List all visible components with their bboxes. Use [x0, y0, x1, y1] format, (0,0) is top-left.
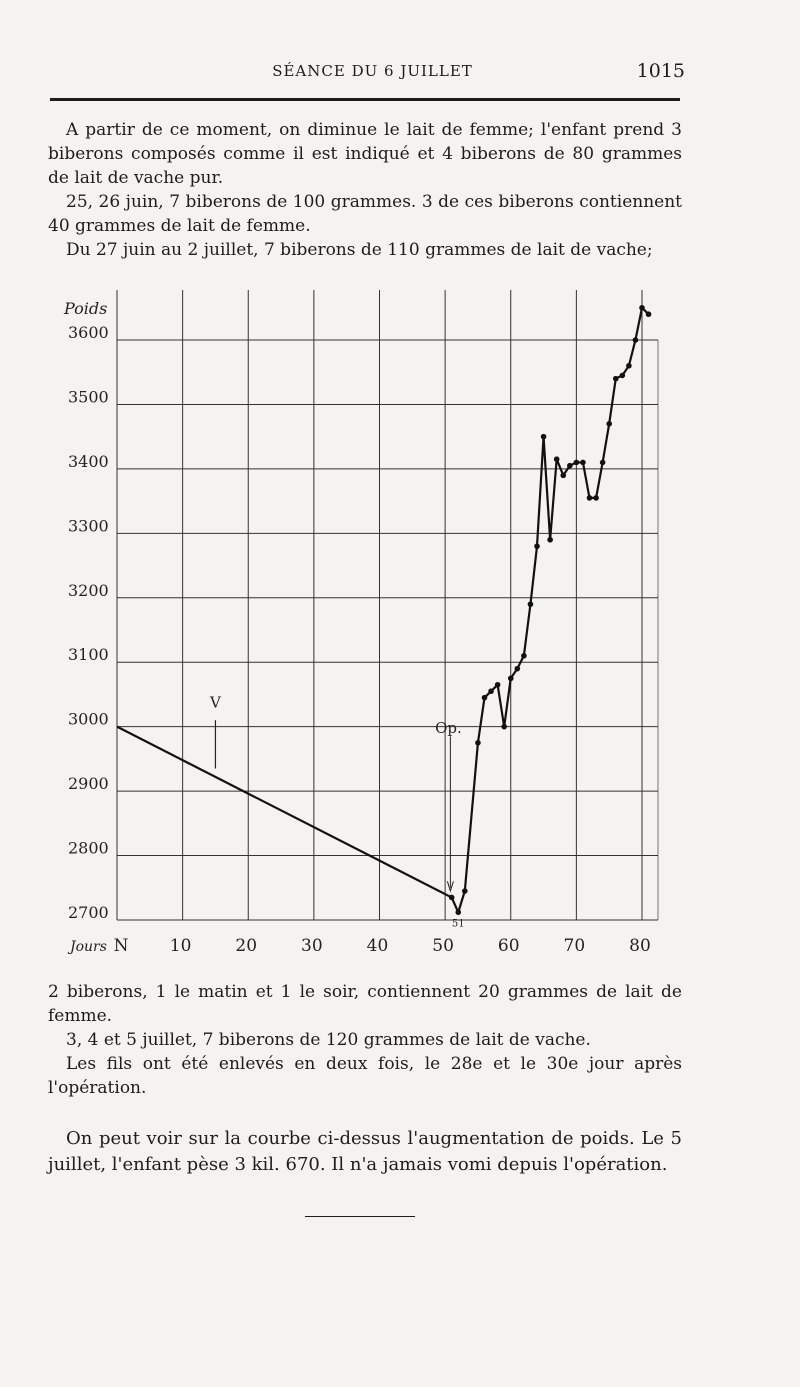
- x-axis-label: Jours: [70, 939, 107, 955]
- y-tick-label: 3400: [68, 451, 109, 471]
- x-tick-label: 70: [563, 936, 586, 956]
- x-tick-label: N: [113, 936, 129, 956]
- chart-annotation: Op.: [435, 719, 462, 738]
- data-point: [613, 376, 619, 382]
- data-point: [620, 373, 626, 379]
- data-point: [600, 460, 606, 466]
- data-point: [501, 724, 507, 730]
- section-title: SÉANCE DU 6 JUILLET: [272, 62, 473, 80]
- data-point: [462, 888, 468, 894]
- data-point: [593, 495, 599, 501]
- paragraph: A partir de ce moment, on diminue le lait de femme; l'enfant prend 3 biberons composés comme il est indiqué et 4 biberons de 80 grammes de lait de vache pur.: [48, 120, 682, 188]
- x-tick-label: 50: [432, 936, 454, 956]
- page-number: 1015: [636, 60, 685, 82]
- x-tick-label: 20: [235, 936, 258, 956]
- data-point: [488, 688, 494, 694]
- data-point: [639, 305, 645, 311]
- data-point: [508, 676, 514, 682]
- y-tick-label: 3100: [68, 645, 109, 665]
- y-tick-label: 3200: [68, 580, 109, 600]
- data-point: [554, 456, 560, 462]
- paragraph: 3, 4 et 5 juillet, 7 biberons de 120 grammes de lait de vache.: [66, 1030, 591, 1050]
- data-point: [521, 653, 527, 659]
- data-point: [580, 460, 586, 466]
- end-rule: [305, 1216, 415, 1217]
- x-tick-label: 40: [366, 936, 389, 956]
- data-point: [475, 740, 481, 746]
- y-tick-label: 3300: [68, 516, 109, 536]
- data-point: [547, 537, 553, 543]
- data-point: [633, 337, 639, 343]
- running-header: [60, 58, 685, 88]
- y-axis-label: Poids: [64, 299, 108, 318]
- data-point: [626, 363, 632, 369]
- data-point: [587, 495, 593, 501]
- data-point: [482, 695, 488, 701]
- chart-annotation: V: [210, 693, 221, 712]
- data-point: [495, 682, 501, 688]
- y-tick-label: 2700: [68, 903, 109, 922]
- data-point: [560, 473, 566, 479]
- x-tick-label: 80: [629, 936, 651, 956]
- data-point: [646, 311, 652, 317]
- closing-paragraph: On peut voir sur la courbe ci-dessus l'augmentation de poids. Le 5 juillet, l'enfant pèse 3 kil. 670. Il n'a jamais vomi depuis l'opération.: [48, 1128, 682, 1175]
- data-point: [534, 543, 540, 549]
- paragraph: Les fils ont été enlevés en deux fois, le 28e et le 30e jour après l'opération.: [48, 1054, 682, 1098]
- data-point: [574, 460, 580, 466]
- x-tick-label: 10: [169, 936, 192, 956]
- series-line: [117, 308, 649, 912]
- data-point: [606, 421, 612, 427]
- header-rule: [50, 98, 680, 101]
- chart-annotation: 51: [451, 918, 465, 930]
- x-tick-label: 30: [301, 936, 323, 956]
- paragraph: 2 biberons, 1 le matin et 1 le soir, contiennent 20 grammes de lait de femme.: [48, 982, 682, 1026]
- y-tick-label: 3000: [68, 709, 109, 729]
- data-point: [567, 463, 573, 469]
- data-point: [541, 434, 547, 440]
- data-point: [449, 895, 455, 901]
- paragraph: 25, 26 juin, 7 biberons de 100 grammes. 3 de ces biberons contiennent 40 grammes de lait de femme.: [48, 192, 682, 236]
- y-tick-label: 2900: [68, 774, 109, 794]
- data-point: [528, 601, 534, 607]
- y-tick-label: 2800: [68, 838, 109, 858]
- paragraph: Du 27 juin au 2 juillet, 7 biberons de 110 grammes de lait de vache;: [66, 240, 653, 260]
- data-point: [515, 666, 521, 672]
- y-tick-label: 3500: [68, 387, 109, 407]
- weight-chart: [0, 280, 800, 970]
- x-tick-label: 60: [497, 936, 520, 956]
- data-point: [455, 909, 461, 915]
- y-tick-label: 3600: [68, 323, 109, 342]
